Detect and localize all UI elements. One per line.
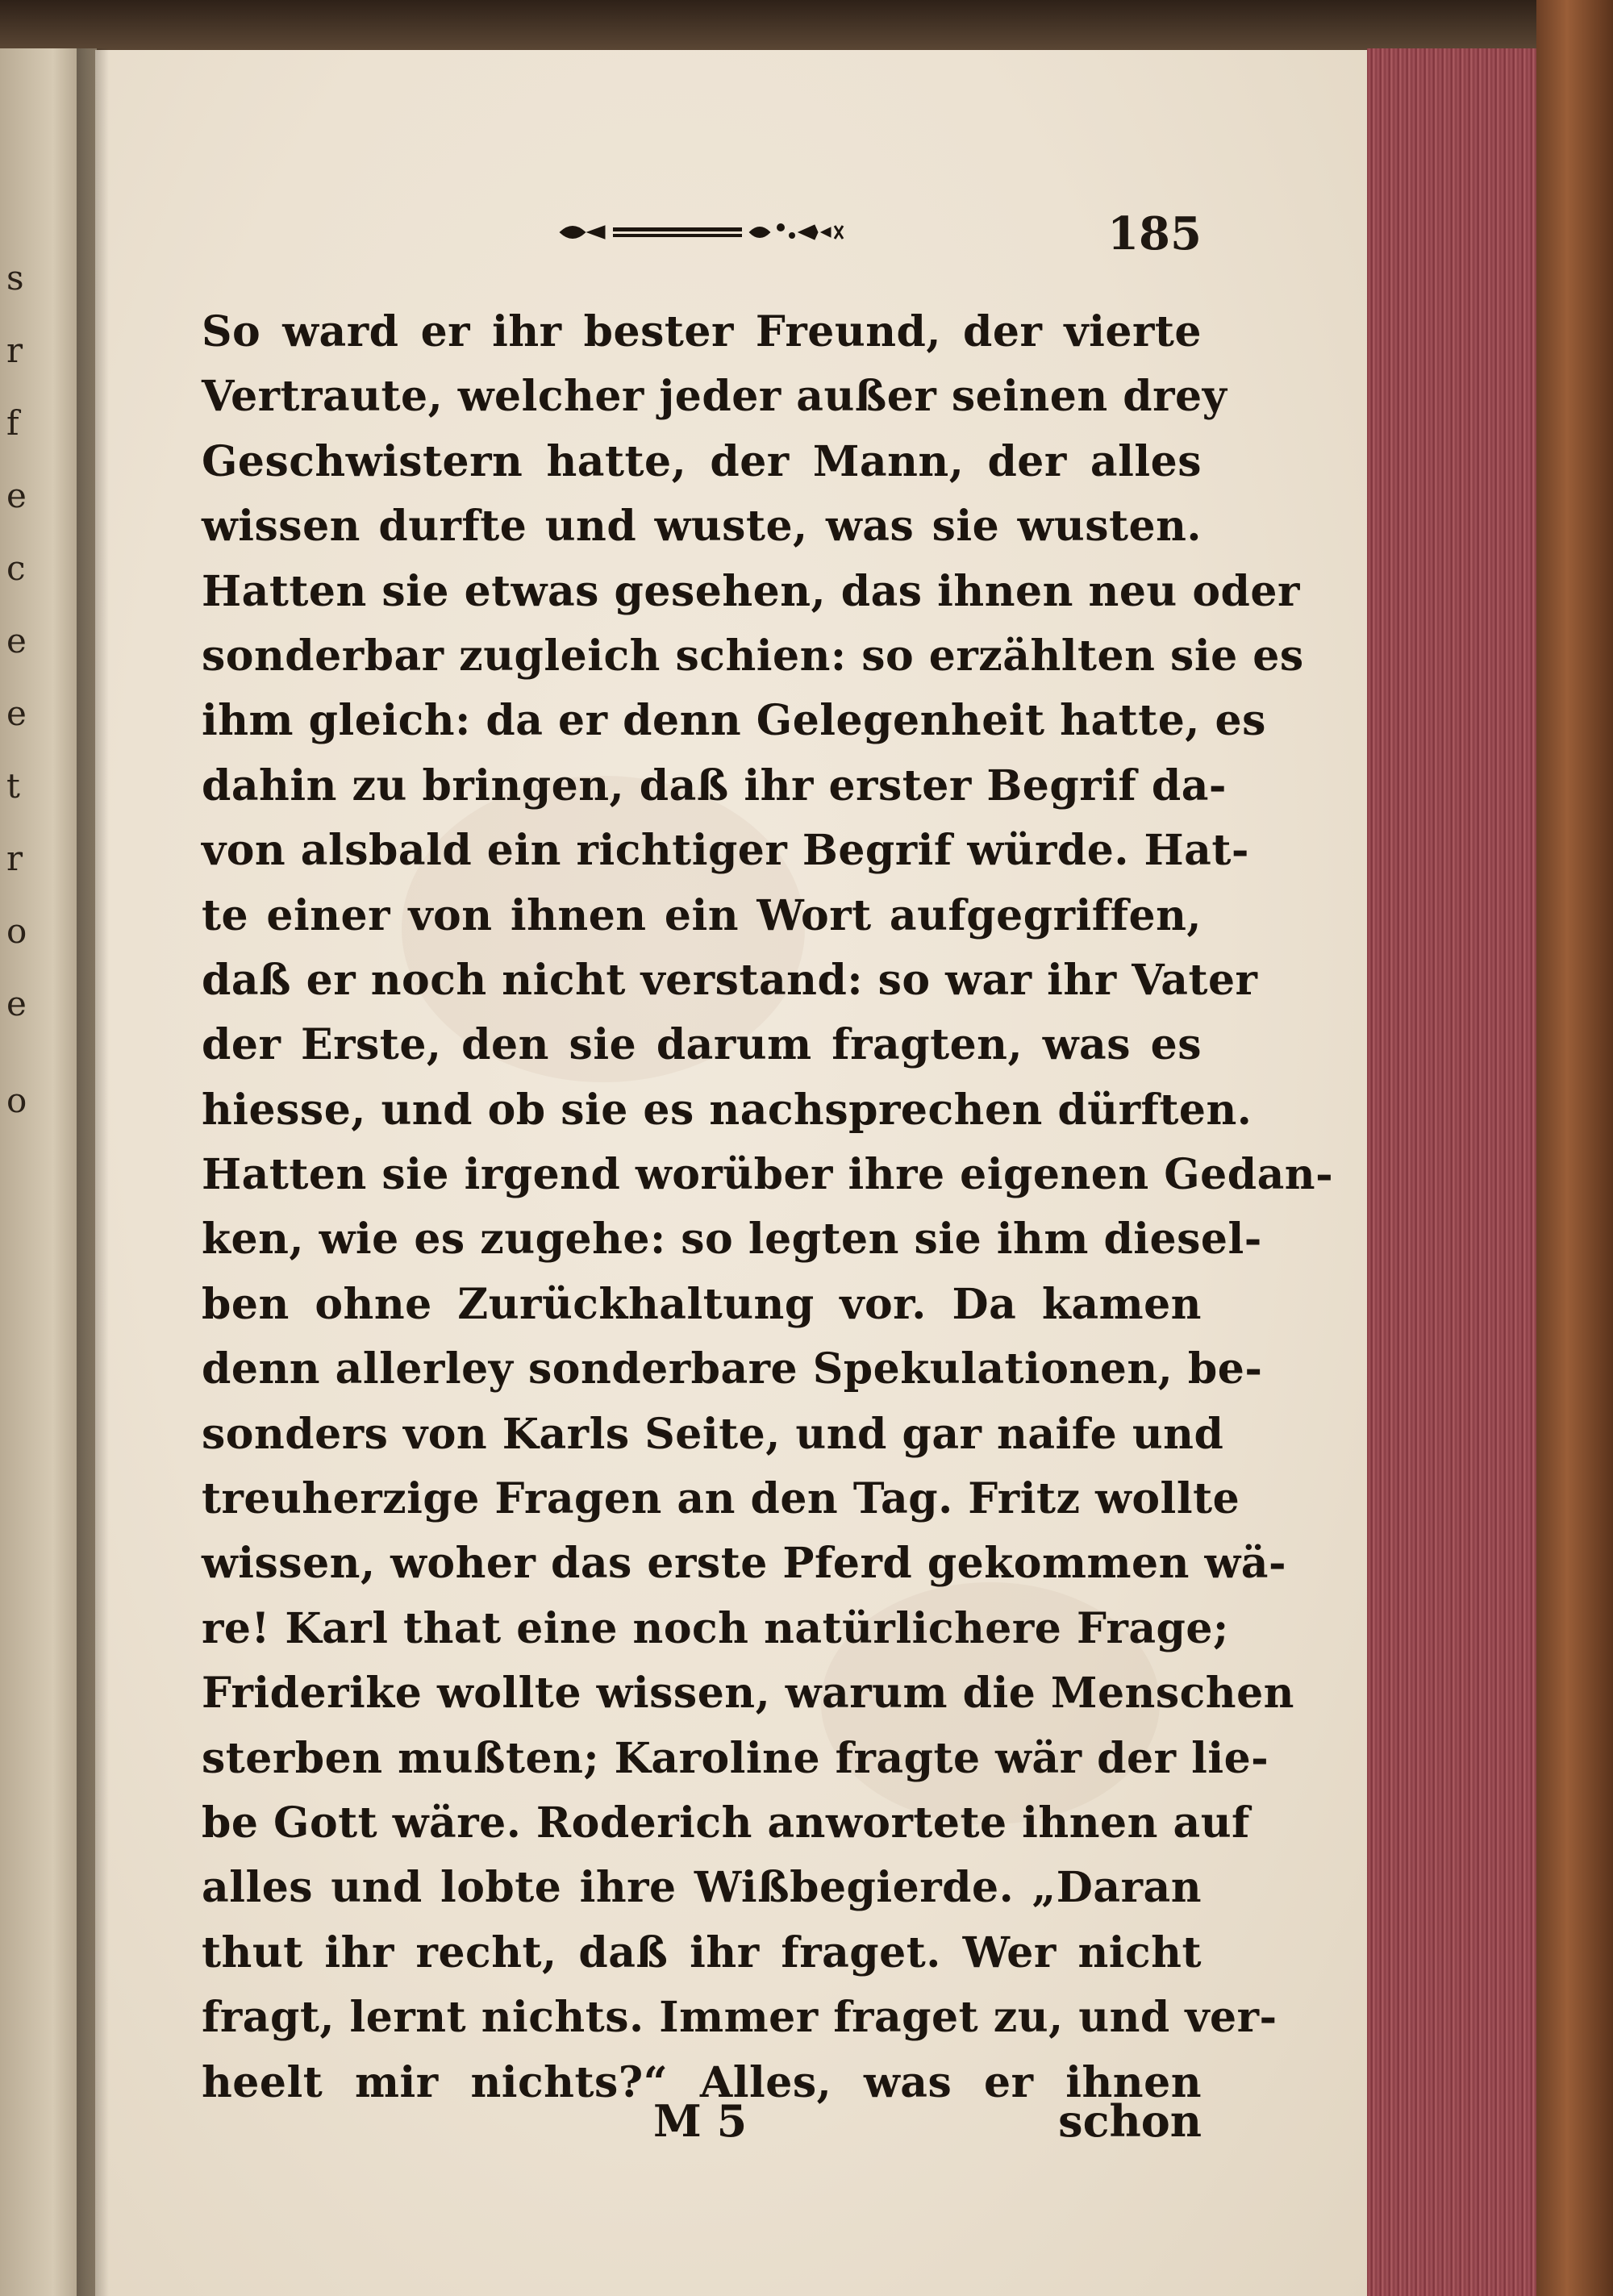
text-line: re! Karl that eine noch natürlichere Frage; [202,1603,1229,1653]
text-line: te einer von ihnen ein Wort aufgegriffen, [202,890,1202,940]
text-line: wissen durfte und wuste, was sie wusten. [202,502,1202,552]
page-footer [202,2089,1202,2153]
text-line: ken, wie es zugehe: so legten sie ihm diesel- [202,1215,1262,1265]
spine-shadow [77,48,109,2296]
text-line: ben ohne Zurückhaltung vor. Da kamen [202,1279,1202,1329]
red-page-edges [1367,48,1540,2296]
text-line: heelt mir nichts?“ Alles, was er ihnen [202,2057,1202,2107]
signature-mark: M 5 [653,2095,748,2147]
text-line: sonders von Karls Seite, und gar naife und [202,1409,1224,1459]
text-line: alles und lobte ihre Wißbegierde. „Daran [202,1863,1202,1913]
text-line: der Erste, den sie darum fragten, was es [202,1020,1202,1070]
header-ornament [556,216,855,248]
text-line: ihm gleich: da er denn Gelegenheit hatte, es [202,696,1266,746]
text-line: Hatten sie irgend worüber ihre eigenen Gedan- [202,1150,1334,1200]
text-line: fragt, lernt nichts. Immer fraget zu, und ver- [202,1993,1277,2043]
text-line: treuherzige Fragen an den Tag. Fritz wollte [202,1474,1240,1524]
text-line: wissen, woher das erste Pferd gekommen wä- [202,1539,1287,1589]
text-line: denn allerley sonderbare Spekulationen, be- [202,1344,1263,1394]
book-cover-edge [1536,0,1613,2296]
scanner-background [0,0,1613,50]
text-line: daß er noch nicht verstand: so war ihr Vater [202,955,1258,1005]
text-line: So ward er ihr bester Freund, der vierte [202,307,1202,356]
text-line: be Gott wäre. Roderich anwortete ihnen auf [202,1798,1250,1848]
text-line: sonderbar zugleich schien: so erzählten sie es [202,631,1304,681]
text-line: sterben mußten; Karoline fragte wär der lie- [202,1733,1269,1783]
text-line: dahin zu bringen, daß ihr erster Begrif da- [202,760,1227,810]
text-line: Friderike wollte wissen, warum die Menschen [202,1669,1294,1719]
text-line: thut ihr recht, daß ihr fraget. Wer nicht [202,1927,1202,1977]
catchword: schon [1058,2095,1202,2147]
text-line: hiesse, und ob sie es nachsprechen dürften. [202,1085,1252,1135]
text-line: von alsbald ein richtiger Begrif würde. Hat- [202,826,1249,876]
text-line: Geschwistern hatte, der Mann, der alles [202,436,1202,486]
text-line: Vertraute, welcher jeder außer seinen drey [202,372,1227,422]
facing-page-text-fragments: s r f e c e e t r o e o [6,258,27,1120]
body-text [202,300,1334,2115]
text-line: Hatten sie etwas gesehen, das ihnen neu oder [202,566,1300,616]
page-number: 185 [1107,207,1202,260]
